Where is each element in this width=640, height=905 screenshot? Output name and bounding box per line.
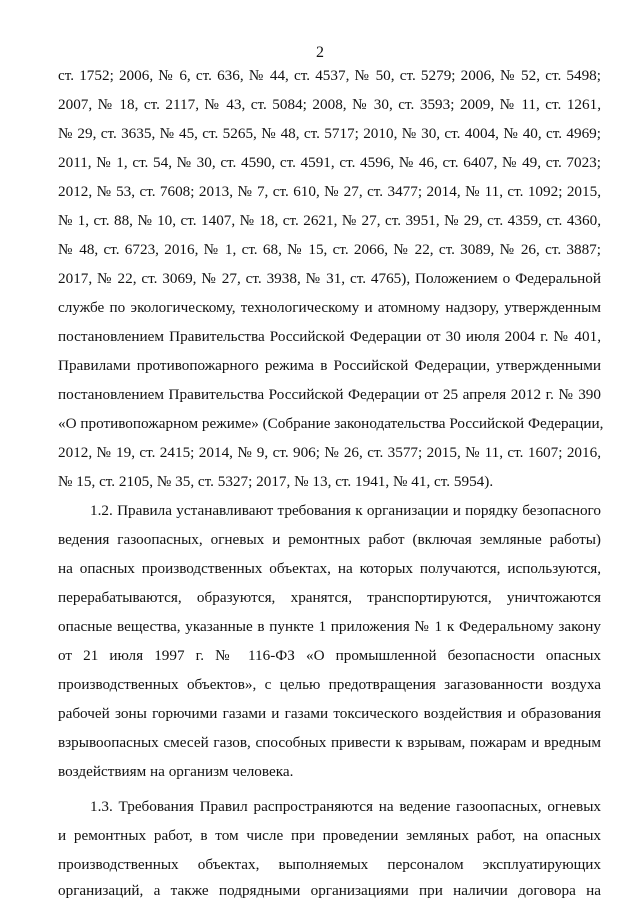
text-line: от 21 июля 1997 г. № 116-ФЗ «О промышленной безопасности опасных <box>58 647 601 664</box>
text-line: постановлением Правительства Российской Федерации от 30 июля 2004 г. № 401, <box>58 328 601 345</box>
text-line: 2007, № 18, ст. 2117, № 43, ст. 5084; 2008, № 30, ст. 3593; 2009, № 11, ст. 1261, <box>58 96 601 113</box>
text-line: 2017, № 22, ст. 3069, № 27, ст. 3938, № 31, ст. 4765), Положением о Федеральной <box>58 270 601 287</box>
text-line: ст. 1752; 2006, № 6, ст. 636, № 44, ст. 4537, № 50, ст. 5279; 2006, № 52, ст. 5498; <box>58 67 601 84</box>
text-line: и ремонтных работ, в том числе при проведении земляных работ, на опасных <box>58 827 601 844</box>
text-line: «О противопожарном режиме» (Собрание законодательства Российской Федерации, <box>58 415 604 432</box>
text-line: перерабатываются, образуются, хранятся, транспортируются, уничтожаются <box>58 589 601 606</box>
text-line: № 15, ст. 2105, № 35, ст. 5327; 2017, № 13, ст. 1941, № 41, ст. 5954). <box>58 473 494 490</box>
text-line: № 1, ст. 88, № 10, ст. 1407, № 18, ст. 2621, № 27, ст. 3951, № 29, ст. 4359, ст. 4360, <box>58 212 601 229</box>
text-line: опасные вещества, указанные в пункте 1 приложения № 1 к Федеральному закону <box>58 618 601 635</box>
text-line: рабочей зоны горючими газами и газами токсического воздействия и образования <box>58 705 601 722</box>
page-number: 2 <box>316 44 324 61</box>
text-line: постановлением Правительства Российской Федерации от 25 апреля 2012 г. № 390 <box>58 386 601 403</box>
text-line: производственных объектов», с целью предотвращения загазованности воздуха <box>58 676 601 693</box>
text-line: Правилами противопожарного режима в Российской Федерации, утвержденными <box>58 357 601 374</box>
text-line: производственных объектах, выполняемых персоналом эксплуатирующих <box>58 856 601 873</box>
text-line: 2012, № 53, ст. 7608; 2013, № 7, ст. 610, № 27, ст. 3477; 2014, № 11, ст. 1092; 2015, <box>58 183 601 200</box>
text-line: службе по экологическому, технологическому и атомному надзору, утвержденным <box>58 299 601 316</box>
text-line: 2012, № 19, ст. 2415; 2014, № 9, ст. 906; № 26, ст. 3577; 2015, № 11, ст. 1607; 2016, <box>58 444 601 461</box>
text-line: организаций, а также подрядными организациями при наличии договора на <box>58 882 601 899</box>
text-line: 2011, № 1, ст. 54, № 30, ст. 4590, ст. 4591, ст. 4596, № 46, ст. 6407, № 49, ст. 7023; <box>58 154 601 171</box>
text-line: воздействиям на организм человека. <box>58 763 294 780</box>
text-line: № 48, ст. 6723, 2016, № 1, ст. 68, № 15, ст. 2066, № 22, ст. 3089, № 26, ст. 3887; <box>58 241 601 258</box>
text-line: № 29, ст. 3635, № 45, ст. 5265, № 48, ст. 5717; 2010, № 30, ст. 4004, № 40, ст. 4969; <box>58 125 601 142</box>
text-line: на опасных производственных объектах, на которых получаются, используются, <box>58 560 601 577</box>
paragraph-1-2-first-line: 1.2. Правила устанавливают требования к организации и порядку безопасного <box>90 502 601 519</box>
text-line: взрывоопасных смесей газов, способных привести к взрывам, пожарам и вредным <box>58 734 601 751</box>
paragraph-1-3-first-line: 1.3. Требования Правил распространяются на ведение газоопасных, огневых <box>90 798 601 815</box>
text-line: ведения газоопасных, огневых и ремонтных работ (включая земляные работы) <box>58 531 601 548</box>
